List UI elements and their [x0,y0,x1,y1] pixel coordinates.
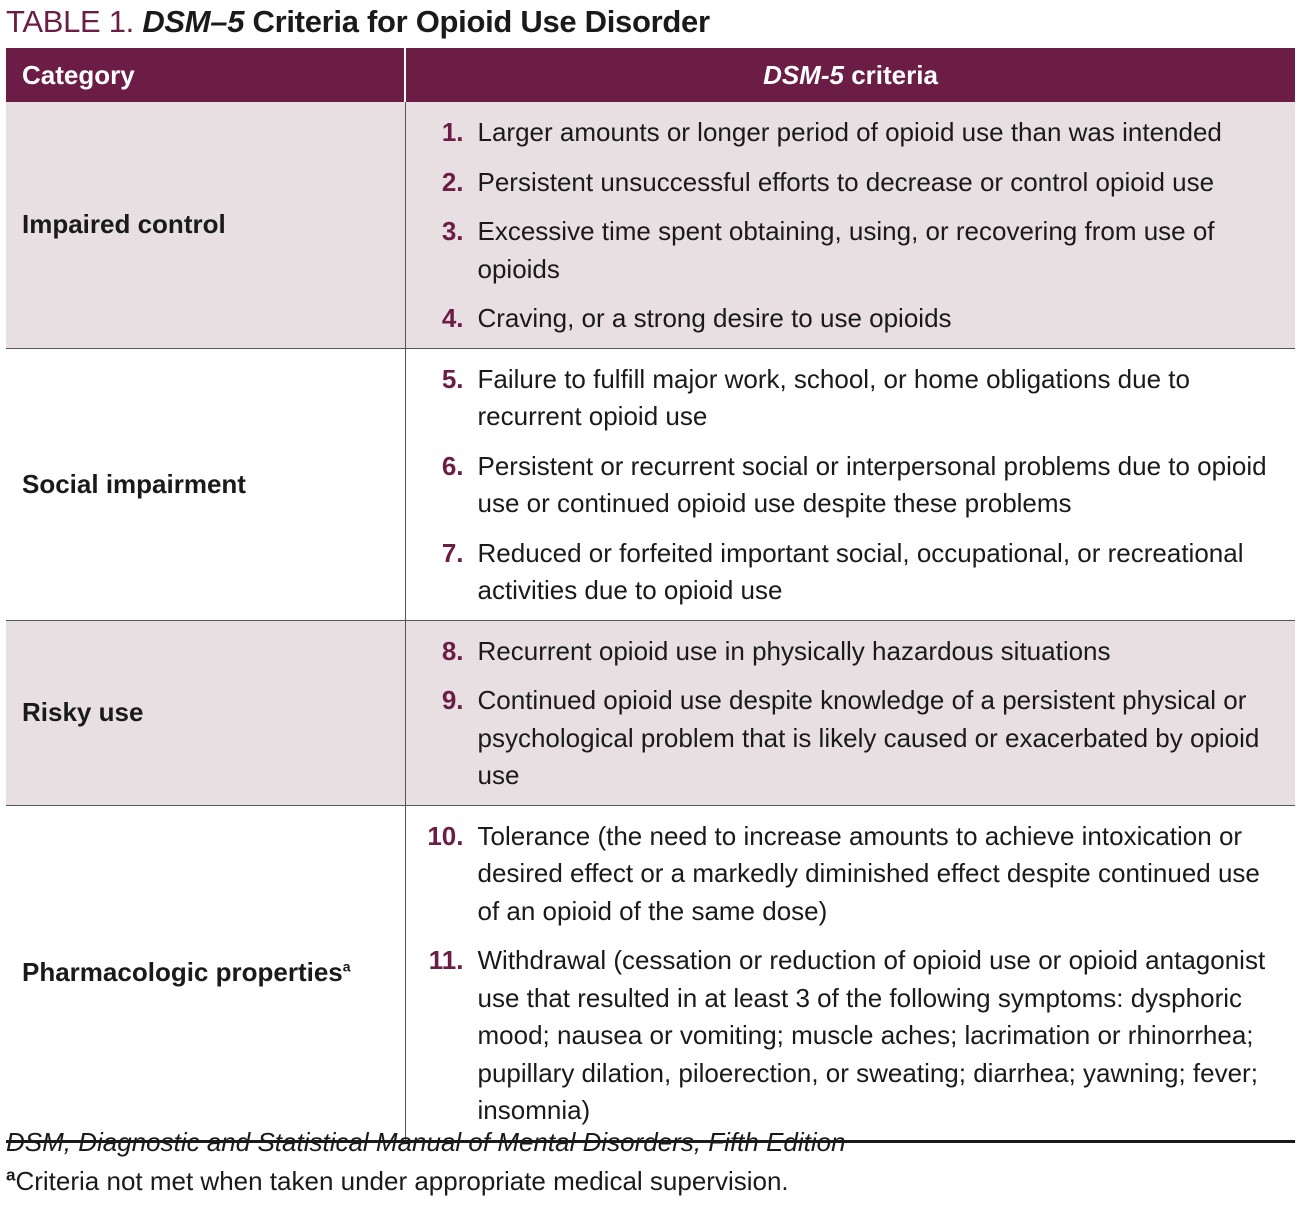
criterion-text: Continued opioid use despite knowledge of a persistent physical or psychological problem that is likely caused or exacerbated by opioid use [477,685,1260,790]
table-row-pharmacologic-properties [6,805,1295,1141]
category-label: Pharmacologic properties [22,957,343,987]
table-header-row [6,48,1295,102]
category-label: Risky use [22,697,144,727]
criteria-cell [405,102,1295,348]
criterion-number: 9. [441,685,464,715]
table-title [6,2,710,42]
criterion-text: Persistent or recurrent social or interpersonal problems due to opioid use or continued opioid use despite these problems [477,450,1267,518]
criterion-item [406,942,1276,1130]
table-row-impaired-control [6,102,1295,348]
footnote-marker: a [342,958,351,975]
table-row-risky-use [6,620,1295,805]
footnote-abbreviation: DSM, Diagnostic and Statistical Manual of Mental Disorders, Fifth Edition [6,1127,846,1157]
criterion-text: Craving, or a strong desire to use opioids [477,303,952,333]
criterion-number: 11. [428,945,464,975]
criterion-number: 5. [441,363,464,394]
criterion-item [406,818,1276,931]
criterion-number: 7. [441,537,464,568]
criterion-number: 6. [441,450,464,481]
criterion-text: Failure to fulfill major work, school, or home obligations due to recurrent opioid use [477,363,1190,431]
criterion-item [406,682,1276,795]
header-criteria [405,48,1295,102]
footnote-a-text: Criteria not met when taken under appropriate medical supervision. [15,1166,789,1196]
criterion-item [406,114,1276,152]
header-category: Category [6,48,405,102]
criterion-text: Recurrent opioid use in physically hazardous situations [477,635,1111,666]
criterion-item [406,361,1276,436]
criterion-text: Excessive time spent obtaining, using, or recovering from use of opioids [477,216,1215,284]
criterion-item [406,448,1276,523]
criteria-cell [405,348,1295,620]
criterion-item [406,633,1276,671]
criteria-table [6,48,1295,1143]
criterion-item [406,535,1276,610]
criteria-cell [405,805,1295,1141]
criterion-text: Larger amounts or longer period of opioid use than was intended [477,117,1222,147]
category-label: Impaired control [22,209,226,240]
criterion-number: 3. [441,216,464,246]
criterion-number: 4. [441,303,464,333]
category-cell [6,620,405,805]
criterion-text: Withdrawal (cessation or reduction of opioid use or opioid antagonist use that resulted in at least 3 of the following symptoms: dysphoric mood; nausea or vomiting; muscle aches; lacrimation or rhinorrhea; pupillary dilation, piloerection, or sweating; diarrhea; yawning; fever; insomnia) [477,945,1266,1125]
criterion-item [406,300,1276,338]
criterion-text: Reduced or forfeited important social, occupational, or recreational activities due to opioid use [477,537,1244,605]
category-cell [6,348,405,620]
criterion-text: Persistent unsuccessful efforts to decrease or control opioid use [477,166,1215,197]
table-row-social-impairment [6,348,1295,620]
criterion-item [406,213,1276,288]
category-cell [6,102,405,348]
criterion-number: 8. [441,635,464,666]
table-title-text: Criteria for Opioid Use Disorder [252,4,710,39]
category-cell [6,805,405,1141]
table-label: TABLE 1. [6,4,134,39]
criterion-number: 10. [427,820,464,851]
header-criteria-dsm: DSM-5 [763,59,844,90]
criterion-text: Tolerance (the need to increase amounts to achieve intoxication or desired effect or a markedly diminished effect despite continued use of an opioid of the same dose) [477,820,1260,926]
footnote-a [6,1166,789,1197]
criterion-number: 2. [441,166,464,197]
header-criteria-label: criteria [851,59,938,90]
category-label: Social impairment [22,468,246,499]
table-title-dsm: DSM–5 [142,4,245,39]
criterion-number: 1. [441,117,464,147]
footnote-a-marker: a [6,1165,16,1185]
criterion-item [406,164,1276,202]
criteria-cell [405,620,1295,805]
